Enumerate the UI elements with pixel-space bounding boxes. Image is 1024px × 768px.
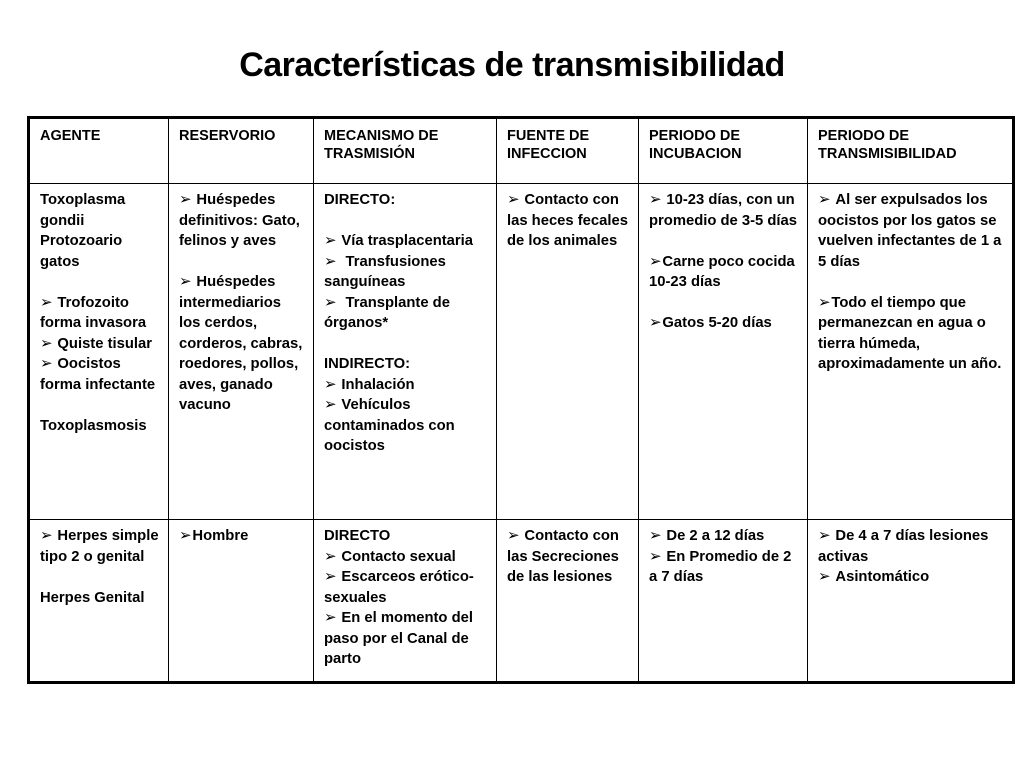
bullet-item: ➢ Oocistos forma infectante — [40, 354, 160, 395]
bullet-item: ➢ Escarceos erótico-sexuales — [324, 567, 488, 608]
mechanism-direct-label: DIRECTO — [324, 528, 391, 544]
bullet-item: ➢ En Promedio de 2 a 7 días — [649, 547, 799, 588]
bullet-item: ➢ Vehículos contaminados con oocistos — [324, 395, 488, 457]
bullet-item: ➢ Hombre — [179, 526, 305, 547]
header-mecanismo: MECANISMO DE TRASMISIÓN — [314, 118, 497, 184]
bullet-item: ➢ Contacto con las heces fecales de los animales — [507, 190, 630, 252]
header-transmisibilidad: PERIODO DE TRANSMISIBILIDAD — [808, 118, 1014, 184]
cell-fuente — [497, 520, 639, 683]
header-incubacion: PERIODO DE INCUBACION — [639, 118, 808, 184]
bullet-item: ➢ Al ser expulsados los oocistos por los gatos se vuelven infectantes de 1 a 5 días — [818, 190, 1004, 272]
cell-reservorio — [169, 520, 314, 683]
bullet-item: ➢ Vía trasplacentaria — [324, 231, 488, 252]
table-row-herpes — [29, 520, 1014, 683]
header-agente: AGENTE — [29, 118, 169, 184]
bullet-item: ➢ Gatos 5-20 días — [649, 313, 799, 334]
bullet-item: ➢ En el momento del paso por el Canal de parto — [324, 608, 488, 670]
header-reservorio: RESERVORIO — [169, 118, 314, 184]
agent-disease: Herpes Genital — [40, 589, 145, 606]
bullet-item: ➢ Transplante de órganos* — [324, 293, 488, 334]
cell-mecanismo — [314, 520, 497, 683]
agent-disease: Toxoplasmosis — [40, 417, 147, 434]
bullet-item: ➢ Herpes simple tipo 2 o genital — [40, 526, 160, 567]
cell-fuente — [497, 184, 639, 520]
table-row-toxoplasma — [29, 184, 1014, 520]
bullet-item: ➢ De 2 a 12 días — [649, 526, 799, 547]
cell-incubacion — [639, 520, 808, 683]
header-fuente: FUENTE DE INFECCION — [497, 118, 639, 184]
mechanism-indirect-label: INDIRECTO: — [324, 356, 411, 372]
bullet-item: ➢ Contacto sexual — [324, 547, 488, 568]
bullet-item: ➢ Quiste tisular — [40, 334, 160, 355]
cell-transmisibilidad — [808, 520, 1014, 683]
bullet-item: ➢ Huéspedes intermediarios los cerdos, corderos, cabras, roedores, pollos, aves, ganado vacuno — [179, 272, 305, 416]
transmissibility-table — [27, 116, 1015, 684]
bullet-item: ➢ Todo el tiempo que permanezcan en agua o tierra húmeda, aproximadamente un año. — [818, 293, 1004, 375]
slide-title: Características de transmisibilidad — [239, 46, 785, 84]
cell-transmisibilidad — [808, 184, 1014, 520]
cell-agente — [29, 520, 169, 683]
agent-intro: Toxoplasma gondii Protozoario gatos — [40, 192, 126, 270]
bullet-item: ➢ Huéspedes definitivos: Gato, felinos y aves — [179, 190, 305, 252]
cell-agente — [29, 184, 169, 520]
bullet-item: ➢ Inhalación — [324, 375, 488, 396]
bullet-item: ➢ Transfusiones sanguíneas — [324, 252, 488, 293]
bullet-item: ➢ Contacto con las Secreciones de las lesiones — [507, 526, 630, 588]
cell-incubacion — [639, 184, 808, 520]
bullet-item: ➢ Trofozoito forma invasora — [40, 293, 160, 334]
cell-mecanismo — [314, 184, 497, 520]
bullet-item: ➢ Asintomático — [818, 567, 1004, 588]
table-header-row — [29, 118, 1014, 184]
bullet-item: ➢ Carne poco cocida 10-23 días — [649, 252, 799, 293]
bullet-item: ➢ 10-23 días, con un promedio de 3-5 días — [649, 190, 799, 231]
bullet-item: ➢ De 4 a 7 días lesiones activas — [818, 526, 1004, 567]
cell-reservorio — [169, 184, 314, 520]
mechanism-direct-label: DIRECTO: — [324, 192, 396, 208]
